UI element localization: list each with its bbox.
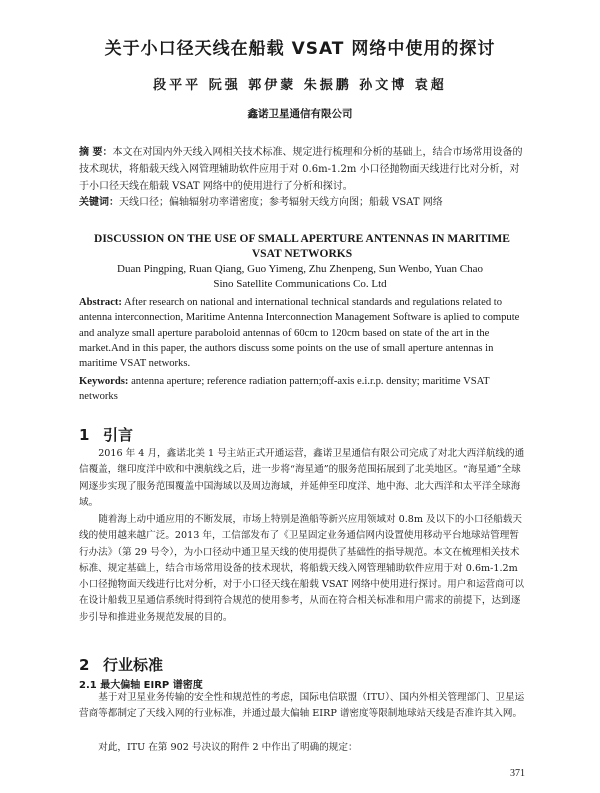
affiliation: 鑫诺卫星通信有限公司: [247, 108, 353, 120]
english-keywords-label: Keywords:: [79, 376, 129, 387]
section-1-heading: [79, 424, 133, 445]
section-2-heading: [79, 654, 163, 675]
english-abstract: [79, 295, 525, 371]
section-number: 2: [79, 656, 90, 674]
english-abstract-text: After research on national and international technical standards and regulations related to antenna interconnection, Maritime Antenna Interconnection Management Software is aplied to compute and analyze small aperture paraboloid antennas of 60cm to 120cm based on state of the art in the market.And in this paper, the authors discuss some points on the use of small aperture antennas in maritime VSAT networks.: [79, 297, 520, 370]
english-keywords: [79, 374, 525, 405]
english-affiliation: Sino Satellite Communications Co. Ltd: [213, 278, 387, 290]
paragraph: 对此，ITU 在第 902 号决议的附件 2 中作出了明确的规定：: [98, 742, 358, 753]
abstract-label: 摘 要：: [79, 147, 113, 158]
keywords-text: 天线口径；偏轴辐射功率谱密度；参考辐射天线方向图；船载 VSAT 网络: [119, 197, 443, 208]
section-number: 1: [79, 426, 90, 444]
paragraph: 基于对卫星业务传输的安全性和规范性的考虑，国际电信联盟（ITU）、国内外相关管理部门、卫星运营商等都制定了天线入网的行业标准，并通过最大偏轴 EIRP 谱密度等限制地球站天线是否准许其入网。: [79, 692, 525, 720]
english-abstract-label: Abstract:: [79, 297, 122, 308]
paper-title: 关于小口径天线在船载 VSAT 网络中使用的探讨: [104, 39, 496, 59]
english-title: DISCUSSION ON THE USE OF SMALL APERTURE ANTENNAS IN MARITIME VSAT NETWORKS: [94, 233, 510, 260]
paragraph: 随着海上动中通应用的不断发展，市场上特别是渔船等新兴应用领域对 0.8m 及以下的小口径船载天线的使用越来越广泛。2013 年，工信部发布了《卫星固定业务通信网内设置使用移动平台地球站管理暂行办法》（第 29 号令），为小口径动中通卫星天线的使用提供了基础性的指导规范。本文在梳理相关技术标准、规定基础上，结合市场常用设备的技术现状，将船载天线入网管理辅助软件应用于对 0.6m-1.2m 小口径抛物面天线进行比对分析，对于小口径天线在船载 VSAT 网络中使用进行探讨。用户和运营商可以在设计船载卫星通信系统时得到符合规范的使用参考，从而在符合相关标准和用户需求的前提下，达到逐步引导和推进业务规范发展的目的。: [79, 514, 524, 623]
subsection-heading: 2.1 最大偏轴 EIRP 谱密度: [79, 680, 203, 691]
abstract-text: 本文在对国内外天线入网相关技术标准、规定进行梳理和分析的基础上，结合市场常用设备的技术现状，将船载天线入网管理辅助软件应用于对 0.6m-1.2m 小口径抛物面天线进行比对分析，对于小口径天线在船载 VSAT 网络中的使用进行了分析和探讨。: [79, 147, 523, 192]
section-title: 引言: [103, 426, 134, 444]
paragraph: 2016 年 4 月，鑫诺北美 1 号主站正式开通运营，鑫诺卫星通信有限公司完成了对北大西洋航线的通信覆盖，继印度洋中欧和中澳航线之后，进一步将“海星通”的服务范围拓展到了北美地区。“海星通”全球网逐步实现了服务范围覆盖中国海域以及周边海域，并延伸至印度洋、地中海、北大西洋和太平洋全球海域。: [79, 448, 525, 508]
english-authors: Duan Pingping, Ruan Qiang, Guo Yimeng, Zhu Zhenpeng, Sun Wenbo, Yuan Chao: [117, 263, 483, 275]
english-keywords-text: antenna aperture; reference radiation pattern;off-axis e.i.r.p. density; maritime VSAT networks: [79, 376, 490, 403]
page-number: 371: [510, 768, 525, 779]
section-title: 行业标准: [103, 656, 164, 674]
author-list: 段平平 阮强 郭伊蒙 朱振鹏 孙文博 袁超: [153, 78, 447, 93]
chinese-keywords: [79, 195, 525, 210]
keywords-label: 关键词：: [79, 197, 119, 208]
chinese-abstract: [79, 144, 525, 195]
